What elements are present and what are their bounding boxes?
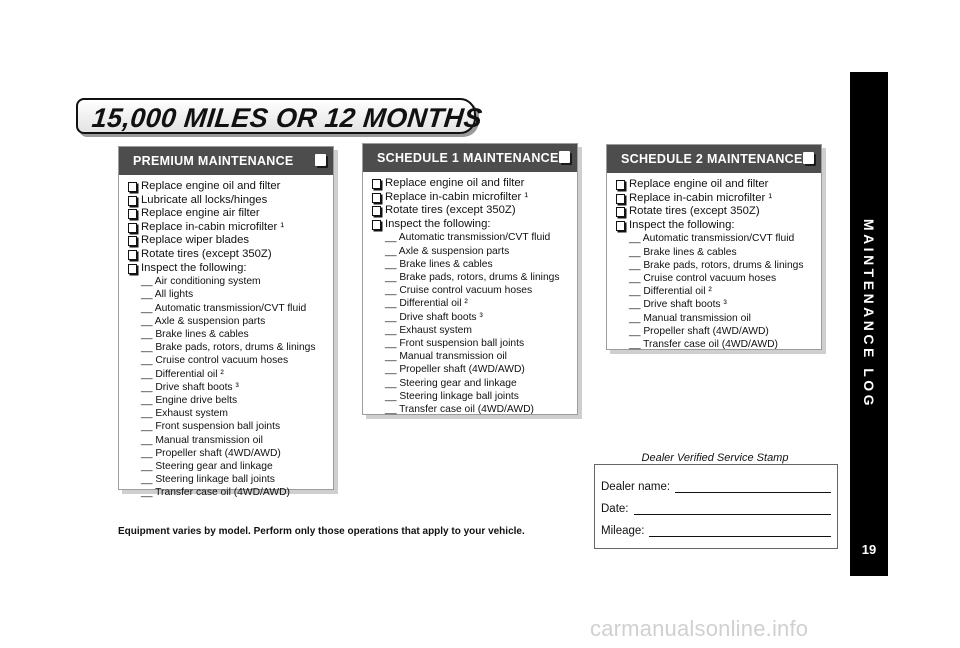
checkbox-icon[interactable] <box>616 207 625 217</box>
task-label: Inspect the following: <box>385 217 491 230</box>
inspection-item: __ Manual transmission oil <box>629 312 751 324</box>
schedule2-maintenance-box <box>606 144 822 350</box>
inspection-item: __ Differential oil ² <box>141 368 224 380</box>
task-item[interactable] <box>615 192 821 206</box>
header-checkbox-icon <box>315 154 326 166</box>
inspection-item: __ Brake lines & cables <box>629 246 737 258</box>
task-label: Replace wiper blades <box>141 234 250 247</box>
inspection-item: __ Propeller shaft (4WD/AWD) <box>141 447 281 459</box>
inspection-item: __ Transfer case oil (4WD/AWD) <box>141 487 290 499</box>
checkbox-icon[interactable] <box>128 209 137 219</box>
task-item[interactable] <box>371 204 577 218</box>
task-item[interactable] <box>371 191 577 205</box>
sidebar-tab <box>850 72 888 576</box>
inspection-item: __ Axle & suspension parts <box>385 245 510 257</box>
task-label: Replace in-cabin microfilter ¹ <box>141 220 285 233</box>
inspection-item: __ Propeller shaft (4WD/AWD) <box>629 325 769 337</box>
checkbox-icon[interactable] <box>372 179 381 189</box>
inspection-item: __ Propeller shaft (4WD/AWD) <box>385 364 525 376</box>
schedule2-maintenance-title: SCHEDULE 2 MAINTENANCE <box>621 152 803 166</box>
mileage-line[interactable] <box>649 524 831 537</box>
task-item[interactable] <box>127 180 333 194</box>
checkbox-icon[interactable] <box>128 196 137 206</box>
task-label: Replace in-cabin microfilter ¹ <box>629 191 773 204</box>
dealer-name-label: Dealer name: <box>601 481 671 493</box>
inspection-item: __ Automatic transmission/CVT fluid <box>629 233 795 245</box>
inspection-item: __ Air conditioning system <box>141 276 261 288</box>
inspection-item: __ Manual transmission oil <box>385 351 507 363</box>
task-label: Replace engine air filter <box>141 207 260 220</box>
checkbox-icon[interactable] <box>372 193 381 203</box>
schedule1-task-list <box>363 172 577 416</box>
task-item[interactable] <box>127 207 333 221</box>
task-label: Lubricate all locks/hinges <box>141 193 268 206</box>
dealer-stamp-box <box>594 464 838 549</box>
dealer-stamp-label: Dealer Verified Service Stamp <box>641 452 789 464</box>
checkbox-icon[interactable] <box>128 223 137 233</box>
inspection-item: __ Automatic transmission/CVT fluid <box>141 302 307 314</box>
inspection-item: __ All lights <box>141 289 194 301</box>
inspection-item: __ Front suspension ball joints <box>141 421 281 433</box>
task-item[interactable] <box>127 234 333 248</box>
checkbox-icon[interactable] <box>616 180 625 190</box>
task-label: Replace engine oil and filter <box>385 177 525 189</box>
date-line[interactable] <box>634 502 832 515</box>
task-item[interactable] <box>615 205 821 219</box>
date-label: Date: <box>601 503 629 515</box>
task-label: Replace engine oil and filter <box>141 180 281 192</box>
inspection-item: __ Transfer case oil (4WD/AWD) <box>385 404 534 416</box>
schedule1-maintenance-header <box>363 144 577 172</box>
checkbox-icon[interactable] <box>128 250 137 260</box>
inspection-item: __ Exhaust system <box>385 324 472 336</box>
task-item[interactable] <box>615 219 821 233</box>
premium-maintenance-title: PREMIUM MAINTENANCE <box>133 154 294 168</box>
inspection-item: __ Steering gear and linkage <box>141 461 273 472</box>
task-item[interactable] <box>127 262 333 276</box>
inspection-item: __ Cruise control vacuum hoses <box>141 355 289 367</box>
checkbox-icon[interactable] <box>372 220 381 230</box>
task-item[interactable] <box>127 221 333 235</box>
inspection-item: __ Drive shaft boots ³ <box>629 299 727 311</box>
schedule1-maintenance-title: SCHEDULE 1 MAINTENANCE <box>377 151 559 165</box>
mileage-row <box>601 524 831 537</box>
inspection-item: __ Brake lines & cables <box>141 328 249 340</box>
checkbox-icon[interactable] <box>128 236 137 246</box>
task-item[interactable] <box>127 194 333 208</box>
inspection-item: __ Automatic transmission/CVT fluid <box>385 232 551 244</box>
inspection-item: __ Steering gear and linkage <box>385 377 517 389</box>
sidebar-label: MAINTENANCE LOG <box>861 218 877 410</box>
inspection-item: __ Exhaust system <box>141 408 228 420</box>
inspection-item: __ Manual transmission oil <box>141 434 263 446</box>
inspection-item: __ Front suspension ball joints <box>385 338 525 349</box>
inspection-item: __ Cruise control vacuum hoses <box>629 272 777 284</box>
watermark: carmanualsonline.info <box>590 616 809 641</box>
checkbox-icon[interactable] <box>128 182 137 192</box>
task-label: Rotate tires (except 350Z) <box>629 205 760 218</box>
task-item[interactable] <box>127 248 333 262</box>
header-checkbox-icon <box>803 152 814 164</box>
inspection-item: __ Cruise control vacuum hoses <box>385 285 533 297</box>
inspection-item: __ Drive shaft boots ³ <box>141 381 239 393</box>
equipment-footnote: Equipment varies by model. Perform only those operations that apply to your vehicle. <box>118 526 525 537</box>
inspection-item: __ Brake lines & cables <box>385 258 493 270</box>
inspection-item: __ Axle & suspension parts <box>141 315 266 327</box>
premium-maintenance-header <box>119 147 333 175</box>
checkbox-icon[interactable] <box>372 206 381 216</box>
task-label: Replace engine oil and filter <box>629 178 769 190</box>
premium-task-list <box>119 175 333 500</box>
dealer-name-row <box>601 480 831 493</box>
mileage-label: Mileage: <box>601 525 645 537</box>
checkbox-icon[interactable] <box>616 194 625 204</box>
inspection-item: __ Differential oil ² <box>385 298 468 310</box>
inspection-item: __ Brake pads, rotors, drums & linings <box>385 271 560 283</box>
schedule2-task-list <box>607 173 821 351</box>
inspection-item: __ Steering linkage ball joints <box>141 474 275 486</box>
task-label: Replace in-cabin microfilter ¹ <box>385 190 529 203</box>
inspection-item: __ Brake pads, rotors, drums & linings <box>141 342 316 354</box>
banner-title: 15,000 MILES OR 12 MONTHS <box>90 103 484 133</box>
task-label: Inspect the following: <box>629 218 735 231</box>
header-checkbox-icon <box>559 151 570 163</box>
inspection-item: __ Transfer case oil (4WD/AWD) <box>629 339 778 350</box>
schedule2-maintenance-header <box>607 145 821 173</box>
task-label: Inspect the following: <box>141 261 247 274</box>
inspection-item: __ Steering linkage ball joints <box>385 390 519 402</box>
inspection-item: __ Brake pads, rotors, drums & linings <box>629 259 804 271</box>
task-item[interactable] <box>371 177 577 191</box>
task-label: Rotate tires (except 350Z) <box>385 204 516 217</box>
inspection-item: __ Engine drive belts <box>141 394 238 406</box>
page-number: 19 <box>861 542 877 557</box>
page-banner <box>76 98 484 134</box>
inspection-item: __ Drive shaft boots ³ <box>385 311 483 323</box>
schedule1-maintenance-box <box>362 143 578 415</box>
inspection-item: __ Differential oil ² <box>629 286 712 298</box>
task-item[interactable] <box>615 178 821 192</box>
date-row <box>601 502 831 515</box>
task-label: Rotate tires (except 350Z) <box>141 247 272 260</box>
checkbox-icon[interactable] <box>128 264 137 274</box>
checkbox-icon[interactable] <box>616 221 625 231</box>
task-item[interactable] <box>371 218 577 232</box>
premium-maintenance-box <box>118 146 334 499</box>
dealer-name-line[interactable] <box>675 480 831 493</box>
